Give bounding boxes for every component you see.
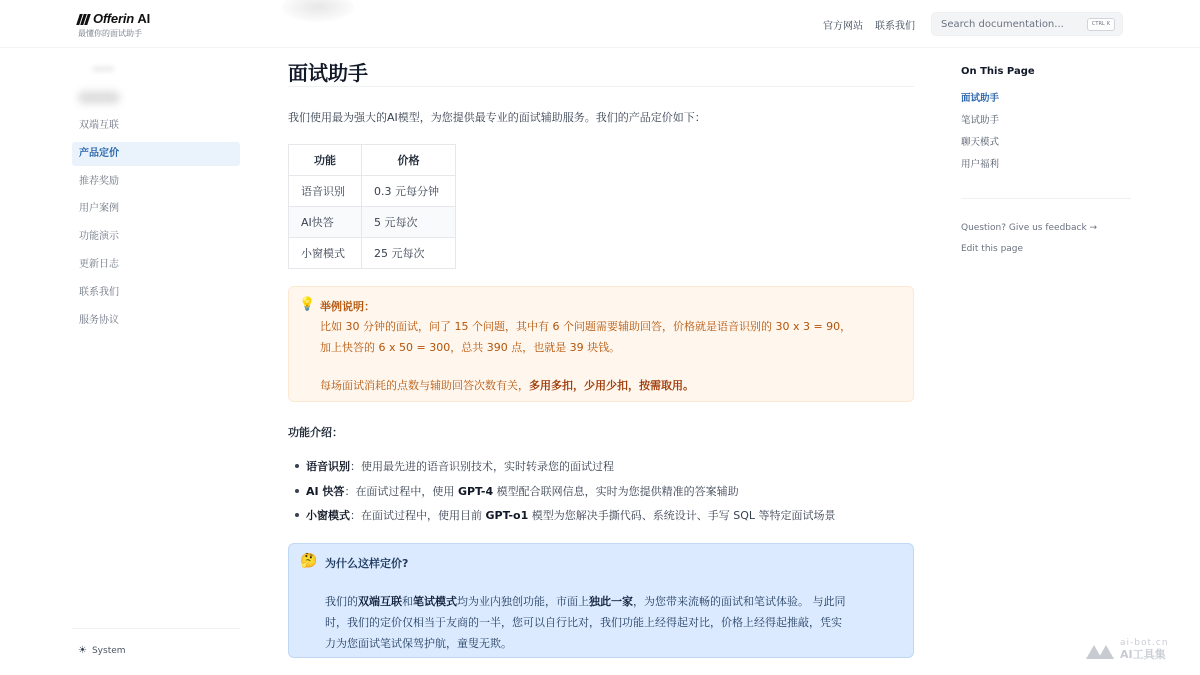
table-header: 功能	[289, 145, 362, 176]
thinking-face-icon: 🤔	[300, 553, 318, 569]
sidebar-item-pricing[interactable]: 产品定价	[72, 142, 240, 166]
toc-item-benefits[interactable]: 用户福利	[961, 159, 1000, 170]
example-line: 每场面试消耗的点数与辅助回答次数有关，多用多扣，少用少扣，按需取用。	[320, 379, 694, 392]
sidebar-item-contact[interactable]: 联系我们	[79, 286, 119, 298]
sidebar-nav	[72, 114, 240, 336]
kbd-ctrl: CTRL	[1091, 21, 1105, 27]
list-item: 小窗模式：在面试过程中，使用目前 GPT-o1 模型为您解决手撕代码、系统设计、手写 SQL 等特定面试场景	[288, 507, 836, 532]
logo-name: Offerin AI	[93, 11, 151, 26]
table-row	[289, 207, 456, 238]
example-emphasis: 多用多扣，少用少扣，按需取用。	[529, 379, 694, 392]
lightbulb-icon: 💡	[299, 297, 316, 312]
toc-list	[961, 90, 1131, 178]
feedback-link[interactable]: Question? Give us feedback →	[961, 223, 1098, 233]
nav-link-official-site[interactable]: 官方网站	[823, 21, 863, 32]
table-cell: 0.3 元每分钟	[362, 176, 456, 207]
table-header-row	[289, 145, 456, 176]
kbd-k: K	[1106, 21, 1110, 27]
theme-label: System	[91, 645, 126, 656]
sidebar-item-terms[interactable]: 服务协议	[79, 314, 119, 326]
toc-item-interview[interactable]: 面试助手	[961, 93, 1000, 104]
sidebar-item-referral[interactable]: 推荐奖励	[79, 175, 119, 187]
blurred-image	[282, 0, 354, 22]
table-row	[289, 176, 456, 207]
watermark-name: AI工具集	[1120, 648, 1166, 661]
top-nav	[823, 17, 915, 32]
sun-icon: ☀	[78, 645, 87, 656]
table-cell: 语音识别	[289, 176, 362, 207]
pricing-table	[288, 144, 456, 269]
toc-title: On This Page	[961, 66, 1035, 77]
logo-subtitle: 最懂你的面试助手	[78, 29, 142, 38]
why-pricing-callout	[288, 543, 914, 658]
why-line: 力为您面试笔试保驾护航，童叟无欺。	[325, 637, 512, 650]
logo-mark-icon	[78, 13, 89, 25]
why-line: 我们的双端互联和笔试模式均为业内独创功能，市面上独此一家，为您带来流畅的面试和笔试体验。 与此同	[325, 595, 846, 608]
toc-item-chat[interactable]: 聊天模式	[961, 137, 1000, 148]
intro-text: 我们使用最为强大的AI模型，为您提供最专业的面试辅助服务。我们的产品定价如下：	[288, 111, 706, 124]
search-input[interactable]	[931, 12, 1123, 36]
top-header	[0, 0, 1200, 48]
logo[interactable]	[78, 11, 150, 39]
sidebar-divider	[72, 628, 240, 629]
sidebar-item-dual-link[interactable]: 双端互联	[79, 120, 119, 131]
why-line: 时，我们的定价仅相当于友商的一半，您可以自行比对，我们功能上经得起对比，价格上经得起推敲，凭实	[325, 616, 842, 629]
example-line: 加上快答的 6 x 50 = 300，总共 390 点，也就是 39 块钱。	[320, 341, 621, 354]
list-item: AI 快答：在面试过程中，使用 GPT-4 模型配合联网信息，实时为您提供精准的答案辅助	[288, 483, 836, 508]
example-callout	[288, 286, 914, 402]
toc-divider	[961, 198, 1131, 199]
why-title: 为什么这样定价?	[325, 557, 409, 570]
blurred-item	[78, 91, 120, 104]
example-title: 举例说明：	[320, 300, 375, 313]
blurred-item	[92, 66, 114, 72]
example-line: 比如 30 分钟的面试，问了 15 个问题，其中有 6 个问题需要辅助回答，价格就是语音识别的 30 x 3 = 90，	[320, 320, 852, 333]
theme-toggle[interactable]	[78, 645, 126, 656]
table-of-contents	[961, 66, 1131, 254]
page-title: 面试助手	[288, 61, 368, 85]
mountain-logo-icon	[1086, 639, 1116, 659]
sidebar-item-demo[interactable]: 功能演示	[79, 231, 119, 243]
table-cell: AI快答	[289, 207, 362, 238]
table-cell: 小窗模式	[289, 238, 362, 269]
watermark	[1086, 638, 1169, 660]
table-cell: 25 元每次	[362, 238, 456, 269]
sidebar-item-user-cases[interactable]: 用户案例	[79, 203, 119, 215]
sidebar	[72, 48, 242, 675]
search-placeholder: Search documentation...	[941, 19, 1064, 30]
features-heading: 功能介绍：	[288, 426, 343, 439]
table-row	[289, 238, 456, 269]
features-list	[288, 458, 836, 532]
table-cell: 5 元每次	[362, 207, 456, 238]
toc-item-written-test[interactable]: 笔试助手	[961, 115, 1000, 126]
edit-page-link[interactable]: Edit this page	[961, 244, 1024, 254]
table-header: 价格	[362, 145, 456, 176]
sidebar-item-changelog[interactable]: 更新日志	[79, 258, 119, 270]
title-divider	[288, 86, 914, 87]
search-shortcut-badge	[1087, 18, 1115, 31]
list-item: 语音识别：使用最先进的语音识别技术，实时转录您的面试过程	[288, 458, 836, 483]
watermark-url: ai-bot.cn	[1120, 638, 1169, 648]
nav-link-contact-us[interactable]: 联系我们	[875, 21, 915, 32]
